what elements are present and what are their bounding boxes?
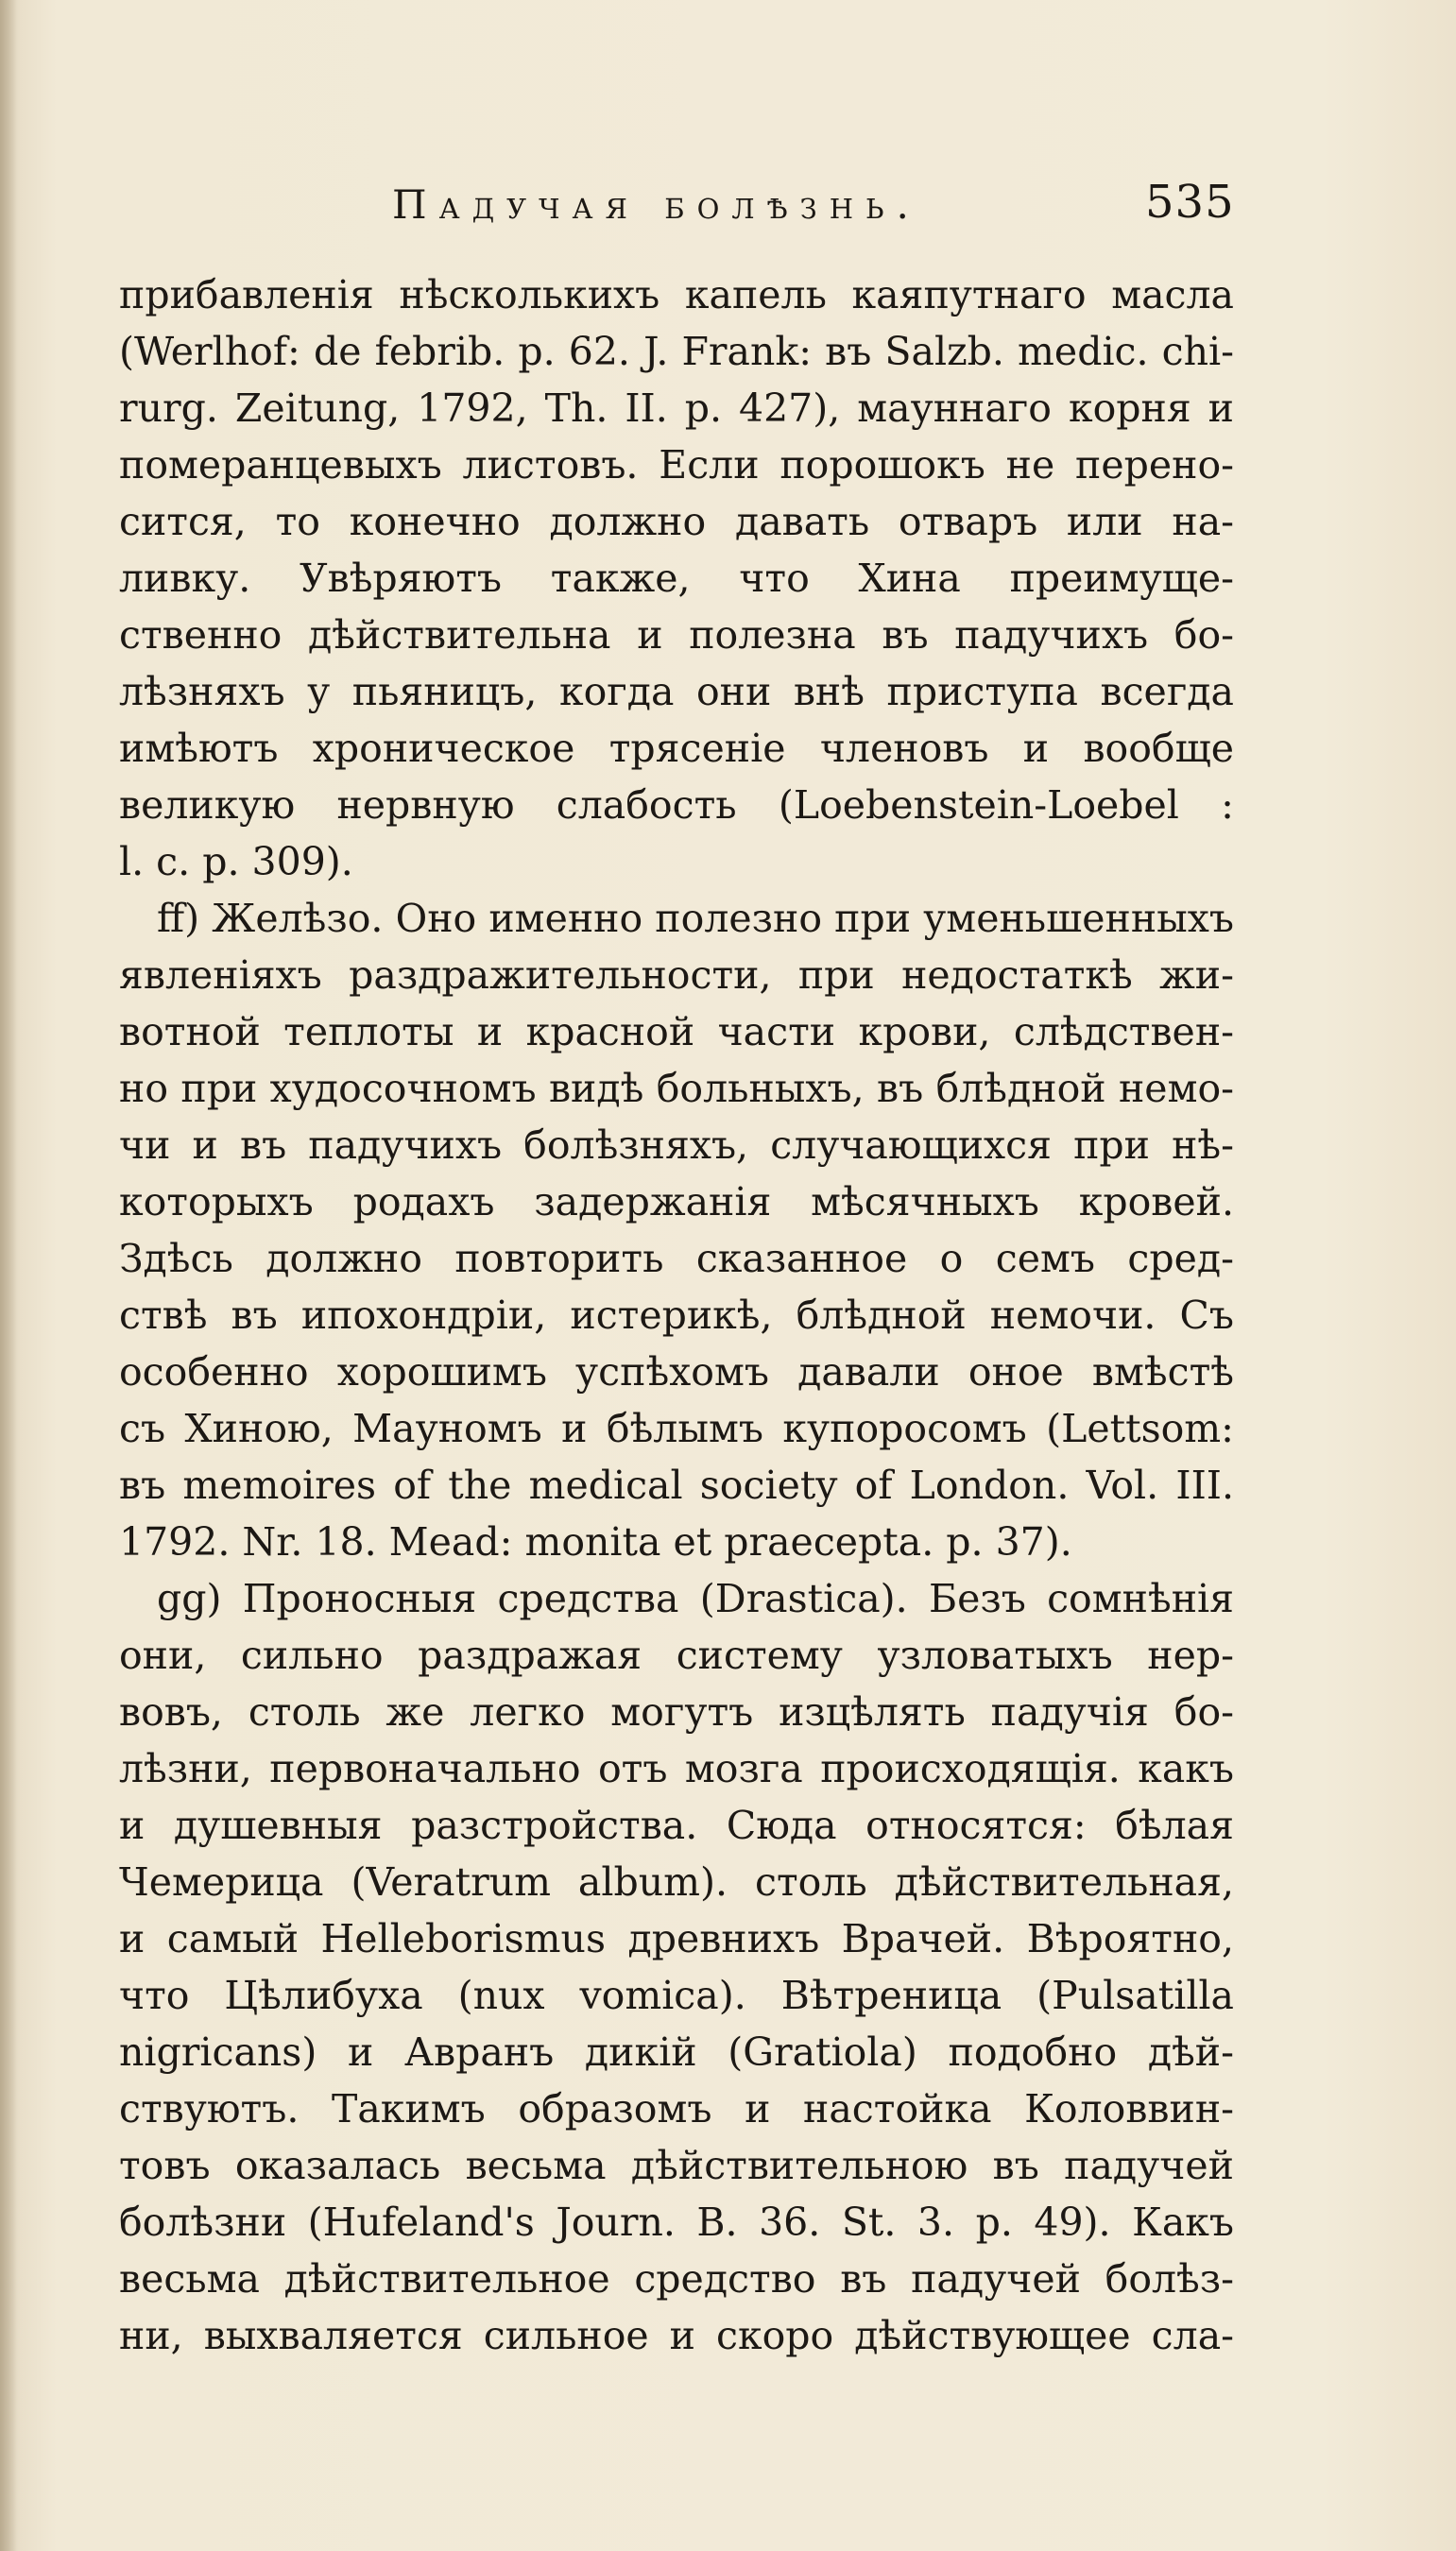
text-line: въ memoires of the medical society of London. Vol. III. bbox=[119, 1463, 1234, 1508]
text-line: 1792. Nr. 18. Mead: monita et praecepta. p. 37). bbox=[119, 1519, 1072, 1565]
text-line: прибавленія нѣсколькихъ капель каяпутнаго масла bbox=[119, 272, 1234, 317]
text-line: ливку. Увѣряютъ также, что Хина преимуще- bbox=[119, 556, 1234, 601]
text-line: Здѣсь должно повторить сказанное о семъ сред- bbox=[119, 1236, 1234, 1281]
text-line: и душевныя разстройства. Сюда относятся: бѣлая bbox=[119, 1803, 1234, 1848]
text-line: болѣзни (Hufeland's Journ. B. 36. St. 3. p. 49). Какъ bbox=[119, 2200, 1234, 2245]
text-line: ственно дѣйствительна и полезна въ падучихъ бо- bbox=[119, 612, 1234, 658]
text-line: особенно хорошимъ успѣхомъ давали оное вмѣстѣ bbox=[119, 1349, 1234, 1395]
text-line: rurg. Zeitung, 1792, Th. II. p. 427), мауннаго корня и bbox=[119, 385, 1234, 431]
body-text bbox=[119, 266, 1234, 2364]
text-line: вовъ, столь же легко могутъ изцѣлять падучія бо- bbox=[119, 1689, 1234, 1735]
text-line: (Werlhof: de febrib. p. 62. J. Frank: въ Salzb. medic. chi- bbox=[119, 329, 1234, 374]
text-line: ни, выхваляется сильное и скоро дѣйствующее сла- bbox=[119, 2313, 1234, 2358]
text-line: но при худосочномъ видѣ больныхъ, въ блѣдной немо- bbox=[119, 1066, 1234, 1111]
text-line: ствѣ въ ипохондріи, истерикѣ, блѣдной немочи. Съ bbox=[119, 1293, 1234, 1338]
text-line: великую нервную слабость (Loebenstein-Loebel : bbox=[119, 782, 1234, 828]
text-line: померанцевыхъ листовъ. Если порошокъ не перено- bbox=[119, 442, 1234, 488]
paragraph-start-line: gg) Проносныя средства (Drastica). Безъ сомнѣнія bbox=[157, 1576, 1234, 1621]
text-line: nigricans) и Авранъ дикій (Gratiola) подобно дѣй- bbox=[119, 2029, 1234, 2075]
text-line: и самый Helleborismus древнихъ Врачей. Вѣроятно, bbox=[119, 1916, 1234, 1961]
text-line: Чемерица (Veratrum album). столь дѣйствительная, bbox=[119, 1859, 1234, 1905]
text-line: лѣзняхъ у пьяницъ, когда они внѣ приступа всегда bbox=[119, 669, 1234, 714]
page-number: 535 bbox=[1145, 176, 1235, 229]
text-line: съ Хиною, Мауномъ и бѣлымъ купоросомъ (Lettsom: bbox=[119, 1406, 1234, 1451]
paragraph-start-line: ff) Желѣзо. Оно именно полезно при уменьшенныхъ bbox=[157, 896, 1234, 941]
text-line: что Цѣлибуха (nux vomica). Вѣтреница (Pulsatilla bbox=[119, 1973, 1234, 2018]
running-title: Падучая болѣзнь. bbox=[392, 181, 921, 228]
text-line: товъ оказалась весьма дѣйствительною въ падучей bbox=[119, 2143, 1234, 2188]
text-line: вотной теплоты и красной части крови, слѣдствен- bbox=[119, 1009, 1234, 1054]
text-line: явленіяхъ раздражительности, при недостаткѣ жи- bbox=[119, 952, 1234, 998]
text-line: имѣютъ хроническое трясеніе членовъ и вообще bbox=[119, 726, 1234, 771]
text-line: ствуютъ. Такимъ образомъ и настойка Коловвин- bbox=[119, 2086, 1234, 2132]
text-line: чи и въ падучихъ болѣзняхъ, случающихся при нѣ- bbox=[119, 1122, 1234, 1168]
text-line: которыхъ родахъ задержанія мѣсячныхъ кровей. bbox=[119, 1179, 1234, 1224]
text-line: сится, то конечно должно давать отваръ или на- bbox=[119, 499, 1234, 544]
page-gutter-shadow bbox=[0, 0, 17, 2551]
running-header bbox=[0, 176, 1456, 238]
text-line: лѣзни, первоначально отъ мозга происходящія. какъ bbox=[119, 1746, 1234, 1791]
text-line: весьма дѣйствительное средство въ падучей болѣз- bbox=[119, 2256, 1234, 2302]
text-line: они, сильно раздражая систему узловатыхъ нер- bbox=[119, 1633, 1234, 1678]
text-line: l. c. p. 309). bbox=[119, 839, 353, 884]
